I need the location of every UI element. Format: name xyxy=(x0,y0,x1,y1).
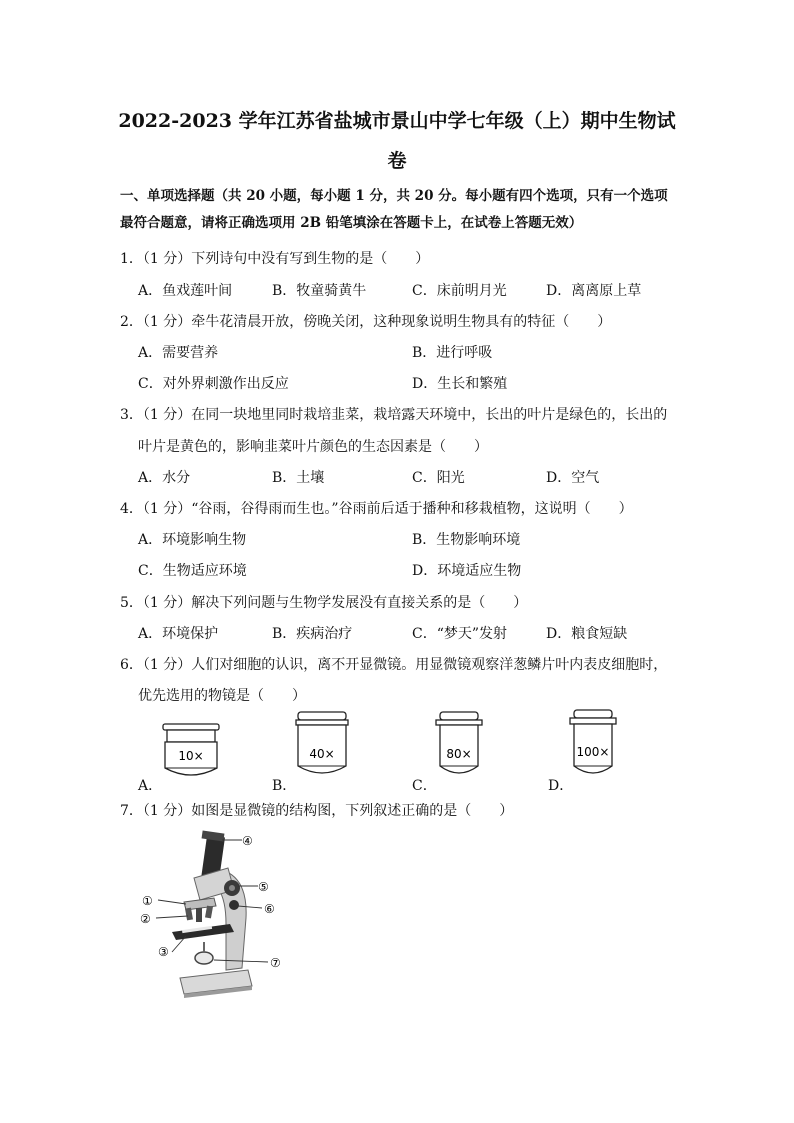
question-4-stem: 4．（1 分）“谷雨，谷得雨而生也。”谷雨前后适于播种和移栽植物，这说明（ ） xyxy=(120,501,633,517)
section-heading: 一、单项选择题（共 20 小题，每小题 1 分，共 20 分。每小题有四个选项，只有一个选项最符合题意，请将正确选项用 2B 铅笔填涂在答题卡上，在试卷上答题无效） xyxy=(120,188,668,231)
option-d: D．粮食短缺 xyxy=(546,626,628,642)
option-a: A．鱼戏莲叶间 xyxy=(138,283,233,299)
option-b: B．生物影响环境 xyxy=(412,532,521,548)
question-1-stem: 1．（1 分）下列诗句中没有写到生物的是（ ） xyxy=(120,251,430,267)
option-d: D．环境适应生物 xyxy=(412,563,522,579)
option-c: C．生物适应环境 xyxy=(138,563,247,579)
magnification-label: 100× xyxy=(576,745,610,759)
label-7: ⑦ xyxy=(270,956,281,970)
magnification-label: 10× xyxy=(178,749,204,763)
question-3-stem-line1: 3．（1 分）在同一块地里同时栽培韭菜，栽培露天环境中，长出的叶片是绿色的，长出的 xyxy=(120,407,668,423)
question-6-stem-line2: 优先选用的物镜是（ ） xyxy=(138,688,306,704)
option-a: A．水分 xyxy=(138,470,191,486)
document-title-line2: 卷 xyxy=(387,150,407,172)
objective-lens-10x-icon xyxy=(160,722,222,784)
option-b: B．疾病治疗 xyxy=(272,626,353,642)
option-b: B．进行呼吸 xyxy=(412,345,493,361)
option-a: A．环境保护 xyxy=(138,626,219,642)
document-title-line1: 2022-2023 学年江苏省盐城市景山中学七年级（上）期中生物试 xyxy=(118,110,676,132)
option-d-letter: D． xyxy=(548,778,574,794)
question-7-stem: 7．（1 分）如图是显微镜的结构图，下列叙述正确的是（ ） xyxy=(120,803,514,819)
question-6-stem-line1: 6．（1 分）人们对细胞的认识，离不开显微镜。用显微镜观察洋葱鳞片叶内表皮细胞时， xyxy=(120,657,668,673)
label-1: ① xyxy=(142,894,153,908)
option-c: C．“梦天”发射 xyxy=(412,626,508,642)
option-c: C．对外界刺激作出反应 xyxy=(138,376,289,392)
label-3: ③ xyxy=(158,945,169,959)
label-6: ⑥ xyxy=(264,902,275,916)
microscope-diagram xyxy=(130,828,300,1000)
objective-lens-40x-icon xyxy=(294,710,350,784)
option-a: A．环境影响生物 xyxy=(138,532,247,548)
objective-lens-80x-icon xyxy=(434,710,484,784)
option-d: D．空气 xyxy=(546,470,600,486)
label-5: ⑤ xyxy=(258,880,269,894)
label-4: ④ xyxy=(242,834,253,848)
option-a-letter: A． xyxy=(138,778,163,794)
option-c-letter: C． xyxy=(412,778,437,794)
option-b-letter: B． xyxy=(272,778,297,794)
option-b: B．土壤 xyxy=(272,470,325,486)
magnification-label: 80× xyxy=(446,747,472,761)
option-b: B．牧童骑黄牛 xyxy=(272,283,367,299)
option-d: D．生长和繁殖 xyxy=(412,376,508,392)
question-5-stem: 5．（1 分）解决下列问题与生物学发展没有直接关系的是（ ） xyxy=(120,595,528,611)
option-d: D．离离原上草 xyxy=(546,283,642,299)
objective-lens-100x-icon xyxy=(568,708,618,784)
option-c: C．床前明月光 xyxy=(412,283,507,299)
question-3-stem-line2: 叶片是黄色的，影响韭菜叶片颜色的生态因素是（ ） xyxy=(138,439,488,455)
question-2-stem: 2．（1 分）牵牛花清晨开放，傍晚关闭，这种现象说明生物具有的特征（ ） xyxy=(120,314,612,330)
option-c: C．阳光 xyxy=(412,470,465,486)
label-2: ② xyxy=(140,912,151,926)
option-a: A．需要营养 xyxy=(138,345,219,361)
magnification-label: 40× xyxy=(309,747,335,761)
